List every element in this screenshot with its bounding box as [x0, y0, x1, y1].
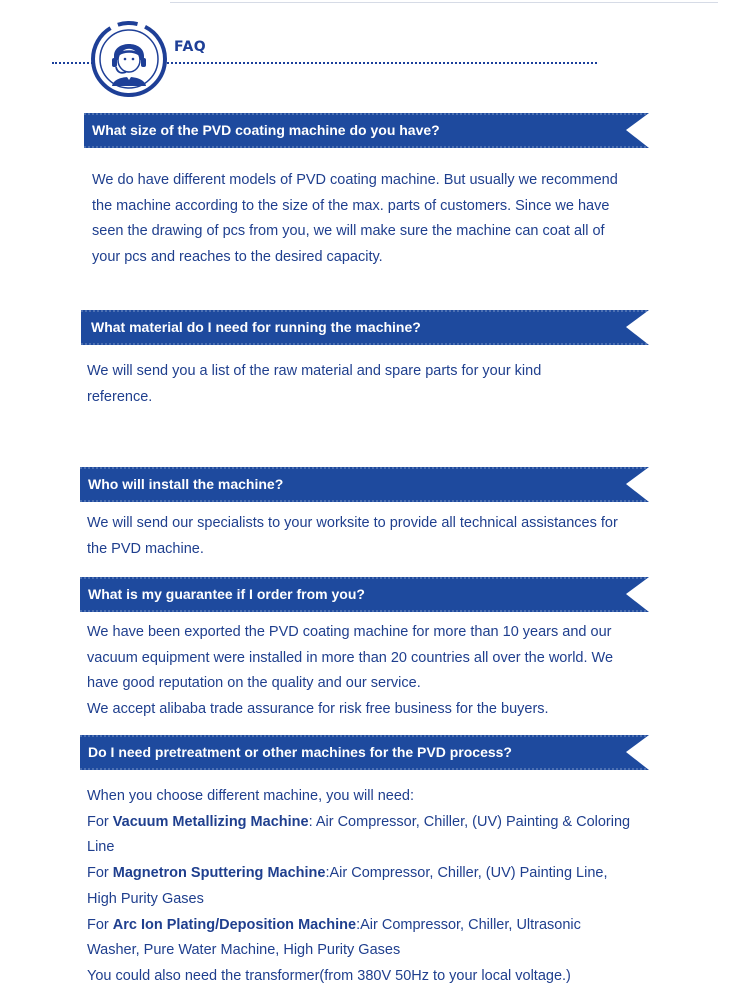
answer-line: the PVD machine.: [87, 540, 204, 557]
faq-item-3: [0, 467, 750, 557]
top-divider: [170, 2, 718, 3]
question-text: What material do I need for running the machine?: [91, 319, 421, 335]
answer-line: Line: [87, 839, 115, 856]
question-banner: [0, 577, 750, 612]
question-banner: [0, 310, 750, 345]
answer-outro: You could also need the transformer(from 380V 50Hz to your local voltage.): [87, 967, 571, 984]
answer-line: [87, 810, 630, 836]
machine-name: Arc Ion Plating/Deposition Machine: [112, 916, 357, 933]
question-banner: [0, 735, 750, 770]
question-text: What is my guarantee if I order from you?: [88, 586, 365, 602]
faq-heading: FAQ: [174, 39, 207, 55]
machine-needs: :Air Compressor, Chiller, (UV) Painting Line,: [325, 865, 608, 882]
answer-line: seen the drawing of pcs from you, we will make sure the machine can coat all of: [92, 223, 605, 240]
machine-needs: :Air Compressor, Chiller, Ultrasonic: [356, 916, 581, 933]
question-text: What size of the PVD coating machine do you have?: [92, 122, 440, 138]
answer-line: reference.: [87, 388, 153, 405]
for-prefix: For: [87, 865, 113, 882]
answer-text: [92, 168, 618, 271]
answer-line: have good reputation on the quality and our service.: [87, 675, 421, 692]
faq-item-5: [0, 735, 750, 984]
faq-item-4: [0, 577, 750, 718]
for-prefix: For: [87, 813, 113, 830]
question-banner: [0, 113, 750, 148]
answer-line: the machine according to the size of the max. parts of customers. Since we have: [92, 197, 610, 214]
faq-item-1: [0, 113, 750, 266]
answer-line: We will send our specialists to your worksite to provide all technical assistances for: [87, 515, 618, 531]
answer-text: [87, 620, 613, 723]
answer-line: [87, 861, 630, 887]
customer-support-icon: [90, 20, 168, 98]
answer-line: Washer, Pure Water Machine, High Purity Gases: [87, 942, 401, 959]
answer-line: We have been exported the PVD coating machine for more than 10 years and our: [87, 624, 612, 640]
answer-intro: When you choose different machine, you will need:: [87, 788, 414, 804]
answer-line: High Purity Gases: [87, 890, 204, 907]
machine-name: Vacuum Metallizing Machine: [112, 813, 309, 830]
answer-line: vacuum equipment were installed in more than 20 countries all over the world. We: [87, 649, 614, 666]
answer-text: [87, 784, 630, 990]
answer-line: We will send you a list of the raw material and spare parts for your kind: [87, 363, 542, 379]
answer-line: We do have different models of PVD coating machine. But usually we recommend: [92, 172, 618, 188]
faq-item-2: [0, 310, 750, 405]
answer-line: [87, 913, 630, 939]
answer-text: [87, 511, 618, 562]
answer-text: [87, 359, 541, 410]
question-text: Who will install the machine?: [88, 476, 284, 492]
answer-line: your pcs and reaches to the desired capacity.: [92, 249, 383, 266]
for-prefix: For: [87, 916, 113, 933]
machine-needs: : Air Compressor, Chiller, (UV) Painting & Coloring: [308, 813, 631, 830]
machine-name: Magnetron Sputtering Machine: [112, 865, 326, 882]
answer-line: We accept alibaba trade assurance for risk free business for the buyers.: [87, 701, 549, 718]
question-text: Do I need pretreatment or other machines for the PVD process?: [88, 744, 512, 760]
question-banner: [0, 467, 750, 502]
